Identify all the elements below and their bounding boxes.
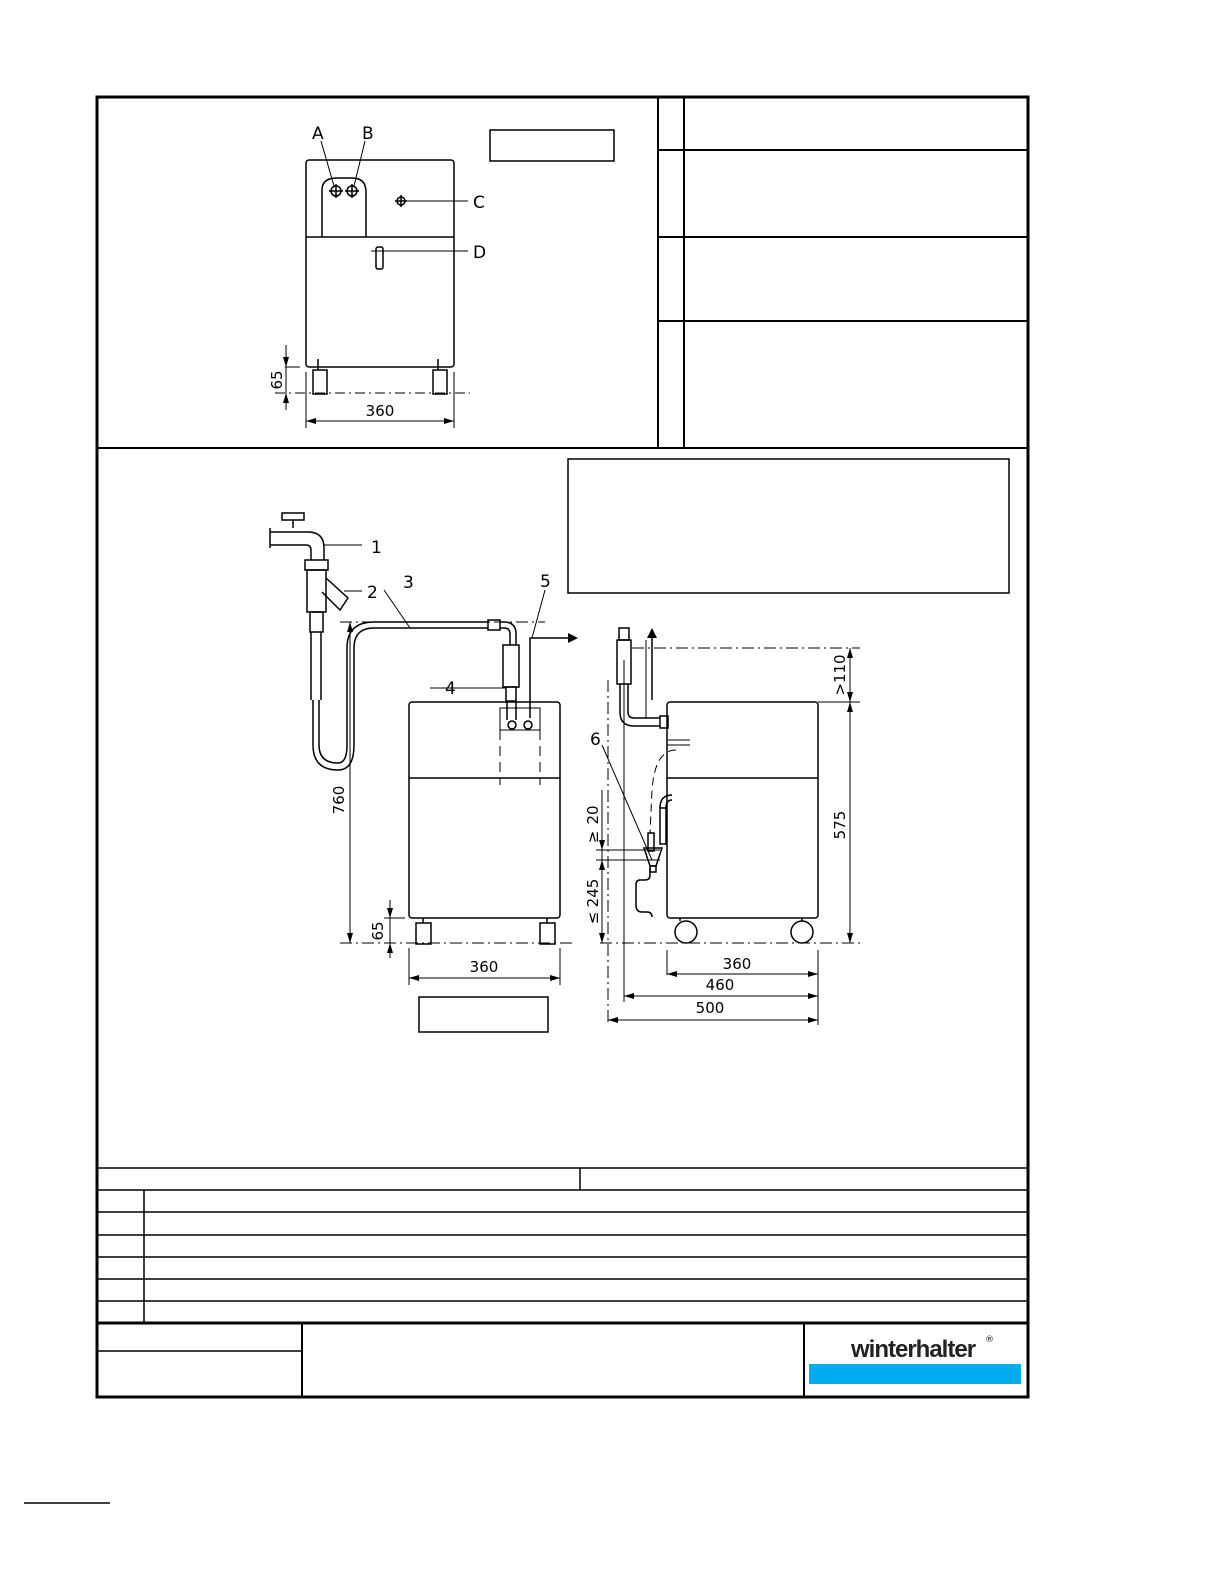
callout-a: A: [312, 124, 324, 144]
dim-side-height: 575: [831, 810, 849, 840]
dim-top-width: 360: [365, 402, 395, 420]
drawing-frame: [97, 97, 1028, 1397]
dim-side-depth: 460: [705, 976, 735, 994]
callout-2: 2: [367, 583, 378, 603]
outlet-arrow-front: [568, 633, 578, 643]
brand-logo-text: winterhalter: [851, 1336, 976, 1363]
dim-side-gap-symbol: ≥: [584, 830, 602, 844]
label-box-bottom: [419, 997, 548, 1032]
title-block: [97, 1323, 1021, 1397]
dim-side-drain-symbol: ≤: [584, 911, 602, 925]
dim-side-total-depth: 500: [695, 999, 725, 1017]
dim-side-funnel-gap: 20: [584, 805, 602, 825]
callout-c: C: [473, 193, 485, 213]
callout-d: D: [473, 243, 487, 263]
callout-1: 1: [371, 538, 382, 558]
dim-front-foot-height: 65: [369, 921, 387, 941]
callout-b: B: [362, 124, 374, 144]
callout-5: 5: [540, 572, 551, 592]
registered-mark: ®: [985, 1335, 994, 1345]
dim-side-width: 360: [722, 955, 752, 973]
brand-color-bar: [809, 1364, 1021, 1384]
dim-side-drain-height: 245: [584, 878, 602, 908]
front-unit-view: [409, 702, 560, 944]
callout-3: 3: [403, 573, 414, 593]
revision-table: [97, 1168, 1028, 1323]
callout-4: 4: [445, 679, 456, 699]
dim-top-foot-height: 65: [268, 370, 286, 390]
dim-front-width: 360: [469, 958, 499, 976]
side-unit-view: [617, 628, 818, 943]
dim-side-clearance: >110: [831, 654, 849, 696]
water-supply-assembly: [270, 513, 568, 770]
note-box: [568, 459, 1009, 593]
top-unit-view: [275, 141, 470, 428]
dim-front-height: 760: [330, 785, 348, 815]
label-box-top: [490, 130, 614, 161]
callout-6: 6: [590, 730, 601, 750]
